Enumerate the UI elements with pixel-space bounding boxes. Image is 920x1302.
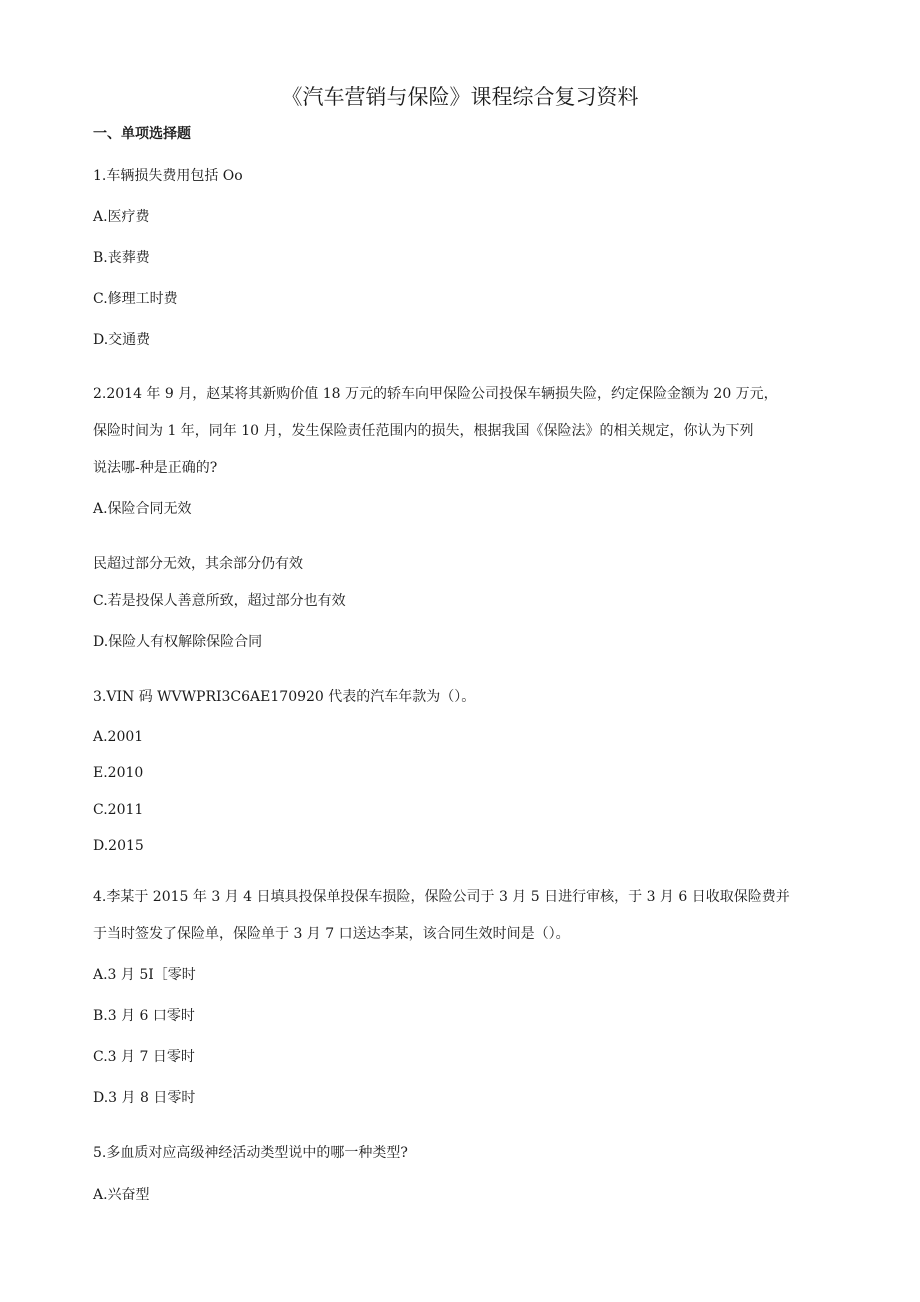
question-5-stem: 5.多血质对应高级神经活动类型说中的哪一种类型? xyxy=(93,1145,408,1161)
question-3-option-d: D.2015 xyxy=(93,838,144,854)
question-3-option-a: A.2001 xyxy=(93,729,144,745)
question-1-stem: 1.车辆损失费用包括 Oo xyxy=(93,168,243,184)
question-1-option-c: C.修理工时费 xyxy=(93,291,178,307)
question-4-stem-line-1: 4.李某于 2015 年 3 月 4 日填具投保单投保车损险，保险公司于 3 月 5 日进行审核，于 3 月 6 日收取保险费并 xyxy=(93,889,790,905)
question-4-stem-line-2: 于当时签发了保险单，保险单于 3 月 7 口送达李某，该合同生效时间是（）。 xyxy=(93,926,570,942)
question-2-option-a: A.保险合同无效 xyxy=(93,501,192,517)
question-2-option-c: C.若是投保人善意所致，超过部分也有效 xyxy=(93,593,346,609)
question-3-option-c: C.2011 xyxy=(93,802,144,818)
question-4-option-a: A.3 月 5I［零时 xyxy=(93,967,196,983)
question-5-option-a: A.兴奋型 xyxy=(93,1187,150,1203)
question-3-option-b: E.2010 xyxy=(93,765,144,781)
question-4-option-d: D.3 月 8 日零时 xyxy=(93,1090,196,1106)
question-1-option-d: D.交通费 xyxy=(93,332,151,348)
question-4-option-c: C.3 月 7 日零时 xyxy=(93,1049,195,1065)
page-title: 《汽车营销与保险》课程综合复习资料 xyxy=(281,85,639,109)
question-4-option-b: B.3 月 6 口零时 xyxy=(93,1008,195,1024)
question-2-option-d: D.保险人有权解除保险合同 xyxy=(93,634,263,650)
question-2-stem-line-1: 2.2014 年 9 月，赵某将其新购价值 18 万元的轿车向甲保险公司投保车辆损失险，约定保险金额为 20 万元， xyxy=(93,386,778,402)
question-1-option-a: A.医疗费 xyxy=(93,209,150,225)
question-2-stem-line-2: 保险时间为 1 年，同年 10 月，发生保险责任范围内的损失，根据我国《保险法》的相关规定，你认为下列 xyxy=(93,423,754,439)
section-heading: 一、单项选择题 xyxy=(93,126,191,142)
question-3-stem: 3.VIN 码 WVWPRI3C6AE170920 代表的汽车年款为（）。 xyxy=(93,689,476,705)
question-2-stem-line-3: 说法哪-种是正确的? xyxy=(93,460,218,476)
question-2-option-b: 民超过部分无效，其余部分仍有效 xyxy=(93,556,303,572)
question-1-option-b: B.丧葬费 xyxy=(93,250,150,266)
